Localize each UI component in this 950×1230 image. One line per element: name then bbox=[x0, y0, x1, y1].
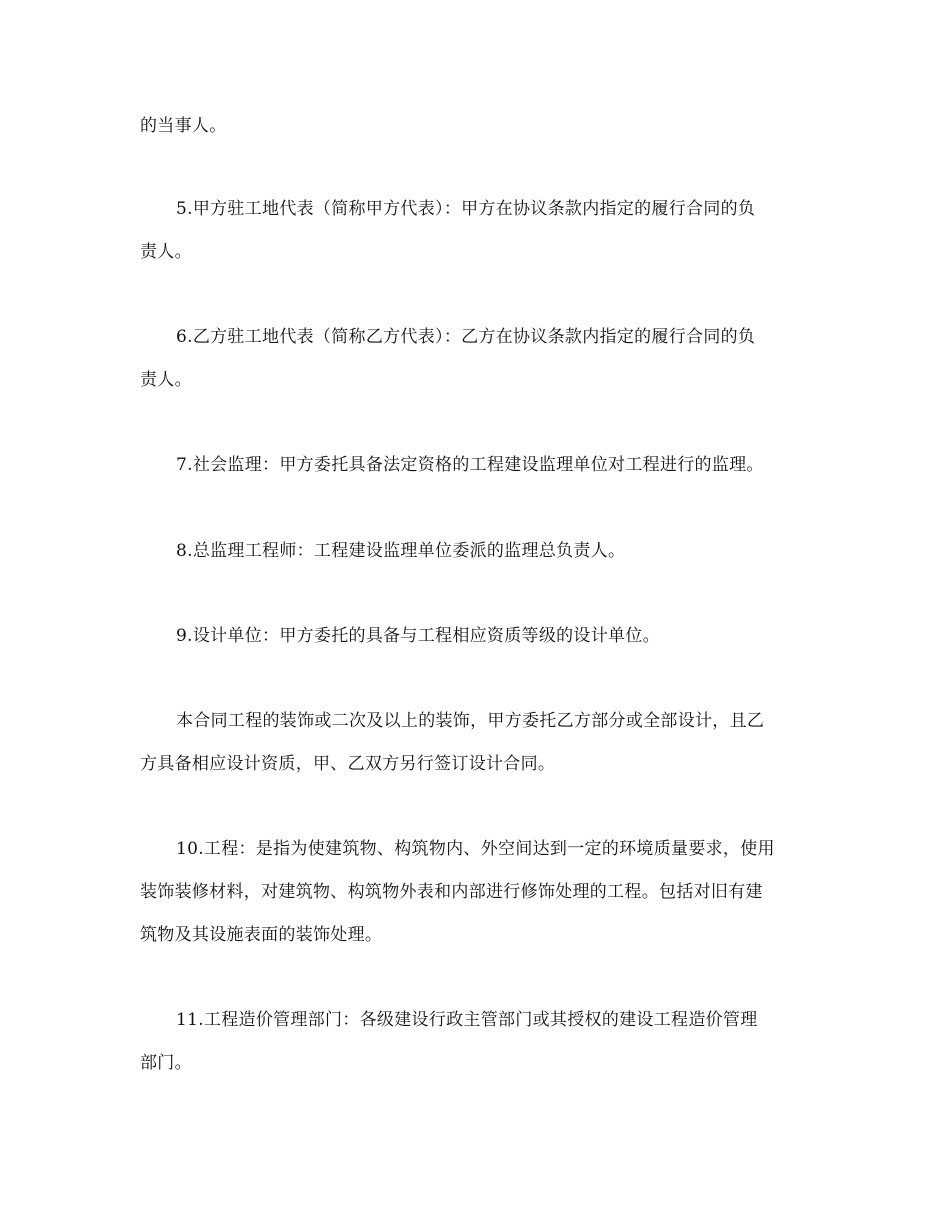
clause-11-line-2: 部门。 bbox=[140, 1053, 192, 1073]
clause-11-line-1: 11.工程造价管理部门：各级建设行政主管部门或其授权的建设工程造价管理 bbox=[176, 1010, 758, 1030]
clause-8-line: 8.总监理工程师：工程建设监理单位委派的监理总负责人。 bbox=[176, 541, 626, 561]
clause-10-line-1: 10.工程：是指为使建筑物、构筑物内、外空间达到一定的环境质量要求，使用 bbox=[176, 839, 775, 859]
design-paragraph-line-2: 方具备相应设计资质，甲、乙双方另行签订设计合同。 bbox=[140, 754, 556, 774]
clause-9-line: 9.设计单位：甲方委托的具备与工程相应资质等级的设计单位。 bbox=[176, 626, 660, 646]
clause-5-line-2: 责人。 bbox=[140, 242, 192, 262]
design-paragraph-line-1: 本合同工程的装饰或二次及以上的装饰，甲方委托乙方部分或全部设计，且乙 bbox=[176, 711, 765, 731]
clause-5-line-1: 5.甲方驻工地代表（简称甲方代表）：甲方在协议条款内指定的履行合同的负 bbox=[176, 199, 756, 219]
text-line: 的当事人。 bbox=[140, 116, 227, 136]
clause-10-line-3: 筑物及其设施表面的装饰处理。 bbox=[140, 925, 383, 945]
clause-6-line-2: 责人。 bbox=[140, 370, 192, 390]
clause-7-line: 7.社会监理：甲方委托具备法定资格的工程建设监理单位对工程进行的监理。 bbox=[176, 455, 764, 475]
clause-6-line-1: 6.乙方驻工地代表（简称乙方代表）：乙方在协议条款内指定的履行合同的负 bbox=[176, 327, 756, 347]
clause-10-line-2: 装饰装修材料，对建筑物、构筑物外表和内部进行修饰处理的工程。包括对旧有建 bbox=[140, 882, 763, 902]
